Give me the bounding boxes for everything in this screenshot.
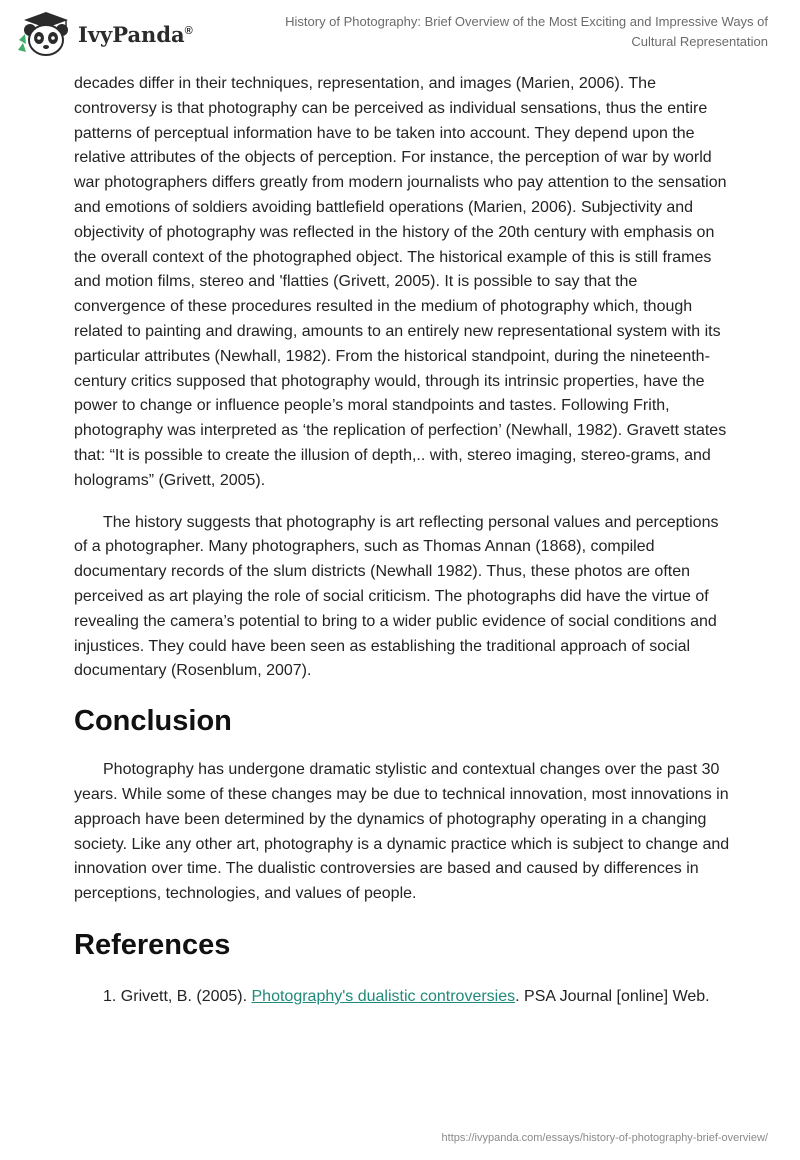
panda-logo-icon bbox=[14, 10, 80, 60]
reference-link[interactable]: Photography's dualistic controversies bbox=[251, 987, 516, 1005]
body-paragraph: decades differ in their techniques, representation, and images (Marien, 2006). The controversy is that photography can be perceived as individual sensations, thus the entire patterns of perceptual information have to be taken into account. They depend upon the relative attributes of the objects of perception. For instance, the perception of war by world war photographers differs greatly from modern journalists who pay attention to the sensation and emotions of soldiers avoiding battlefield operations (Marien, 2006). Subjectivity and objectivity of photography was reflected in the history of the 20th century with emphasis on the overall context of the photographed object. The historical example of this is still frames and motion films, stereo and 'flatties (Grivett, 2005). It is possible to say that the convergence of these procedures resulted in the medium of photography which, though related to painting and drawing, amounts to an entirely new representational system with its particular attributes (Newhall, 1982). From the historical standpoint, during the nineteenth-century critics supposed that photography would, through its intrinsic properties, have the power to change or influence people’s moral standpoints and tastes. Following Frith, photography was interpreted as ‘the replication of perfection’ (Newhall, 1982). Gravett states that: “It is possible to create the illusion of depth,.. with, stereo imaging, stereo-grams, and holograms” (Grivett, 2005). bbox=[74, 75, 727, 489]
essay-body bbox=[74, 72, 730, 1010]
body-paragraph: The history suggests that photography is art reflecting personal values and perceptions of a photographer. Many photographers, such as Thomas Annan (1868), compiled documentary records of the slum districts (Newhall 1982). Thus, these photos are often perceived as art playing the role of social criticism. The photographs did have the virtue of revealing the camera’s potential to bring to a wider public evidence of social conditions and injustices. They could have been seen as establishing the traditional approach of social documentary (Rosenblum, 2007). bbox=[74, 513, 719, 680]
footer-url: https://ivypanda.com/essays/history-of-photography-brief-overview/ bbox=[441, 1132, 768, 1144]
conclusion-heading: Conclusion bbox=[74, 705, 232, 738]
ivypanda-logo[interactable] bbox=[14, 10, 214, 60]
references-heading: References bbox=[74, 928, 231, 961]
conclusion-paragraph: Photography has undergone dramatic stylistic and contextual changes over the past 30 years. While some of these changes may be due to technical innovation, most innovations in approach have been determined by the dynamics of photography operating in a changing society. Like any other art, photography is a dynamic practice which is subject to change and innovation over time. The dualistic controversies are based and caused by differences in perceptions, technologies, and values of people. bbox=[74, 761, 730, 903]
reference-item: 1. Grivett, B. (2005). Photography's dualistic controversies. PSA Journal [online] Web. bbox=[103, 987, 710, 1005]
document-title: History of Photography: Brief Overview of the Most Exciting and Impressive Ways of Cultural Representation bbox=[285, 14, 768, 49]
page-header bbox=[0, 0, 800, 70]
brand-name: IvyPanda® bbox=[78, 22, 193, 47]
